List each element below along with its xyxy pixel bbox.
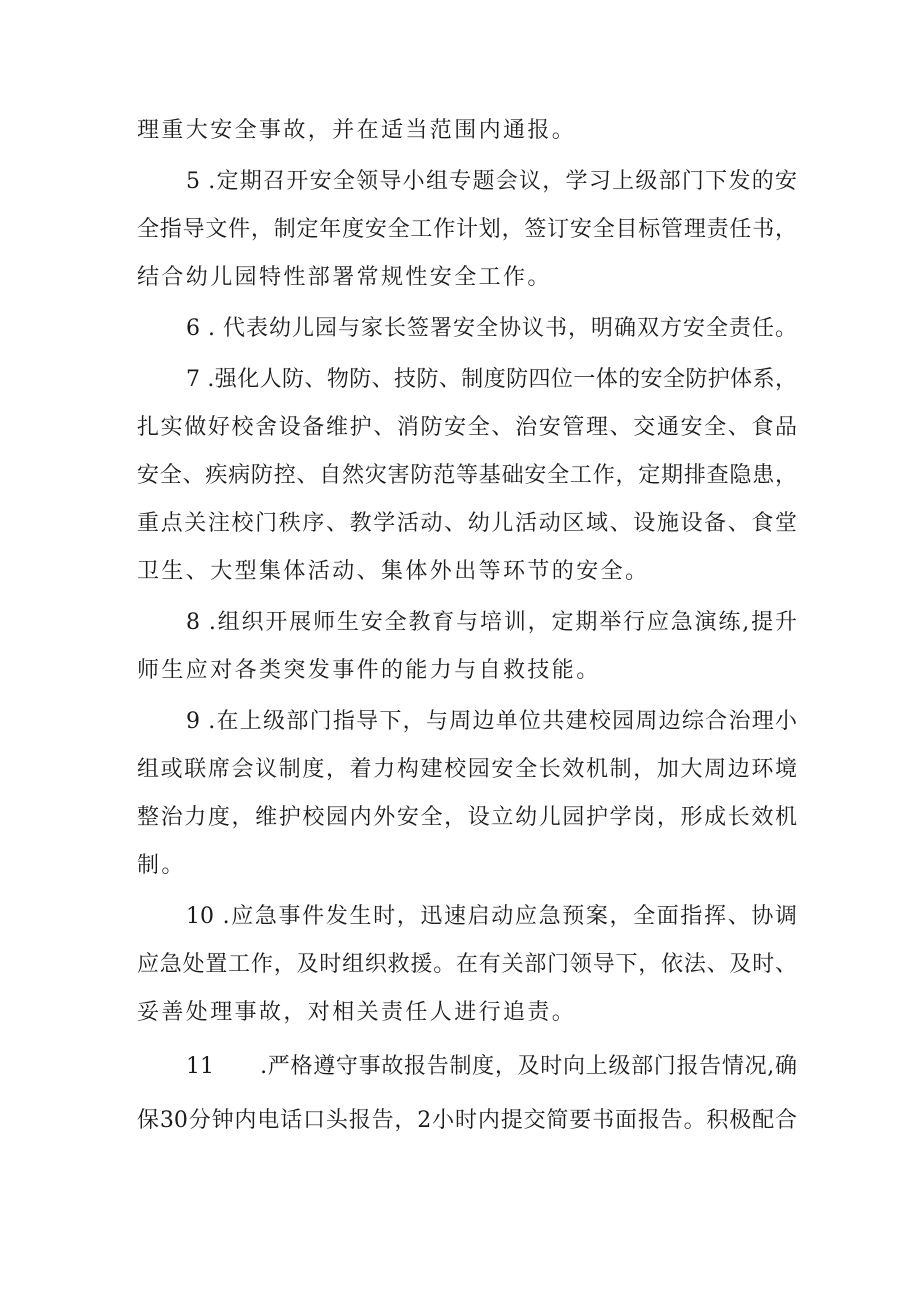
text-line: 9 .在上级部门指导下，与周边单位共建校园周边综合治理小	[186, 709, 797, 734]
text-line: 扎实做好校舍设备维护、消防安全、治安管理、交通安全、食品	[137, 415, 797, 440]
text-line: 应急处置工作，及时组织救援。在有关部门领导下，依法、及时、	[137, 952, 797, 977]
text-line: 整治力度，维护校园内外安全，设立幼儿园护学岗，形成长效机	[137, 805, 797, 830]
text-line: 5 .定期召开安全领导小组专题会议，学习上级部门下发的安	[186, 169, 797, 194]
text-line: 保30分钟内电话口头报告，2小时内提交简要书面报告。积极配合	[137, 1108, 797, 1133]
text-line: 理重大安全事故，并在适当范围内通报。	[137, 118, 577, 143]
text-line: 师生应对各类突发事件的能力与自救技能。	[137, 658, 601, 683]
text-line: 妥善处理事故，对相关责任人进行追责。	[137, 1000, 577, 1025]
text-line: 10 .应急事件发生时，迅速启动应急预案，全面指挥、协调	[186, 904, 797, 929]
text-line: 全指导文件，制定年度安全工作计划，签订安全目标管理责任书，	[137, 217, 797, 242]
text-line: 安全、疾病防控、自然灾害防范等基础安全工作，定期排查隐患，	[137, 463, 797, 488]
text-line: 组或联席会议制度，着力构建校园安全长效机制，加大周边环境	[137, 757, 797, 782]
text-line: 6 . 代表幼儿园与家长签署安全协议书，明确双方安全责任。	[186, 316, 797, 341]
text-line: 8 .组织开展师生安全教育与培训，定期举行应急演练,提升	[186, 610, 797, 635]
text-line: 11 .严格遵守事故报告制度，及时向上级部门报告情况,确	[186, 1054, 797, 1079]
text-line: 卫生、大型集体活动、集体外出等环节的安全。	[137, 559, 650, 584]
text-line: 结合幼儿园特性部署常规性安全工作。	[137, 265, 552, 290]
text-line: 重点关注校门秩序、教学活动、幼儿活动区域、设施设备、食堂	[137, 511, 797, 536]
text-line: 7 .强化人防、物防、技防、制度防四位一体的安全防护体系，	[186, 367, 797, 392]
text-line: 制。	[137, 853, 186, 878]
